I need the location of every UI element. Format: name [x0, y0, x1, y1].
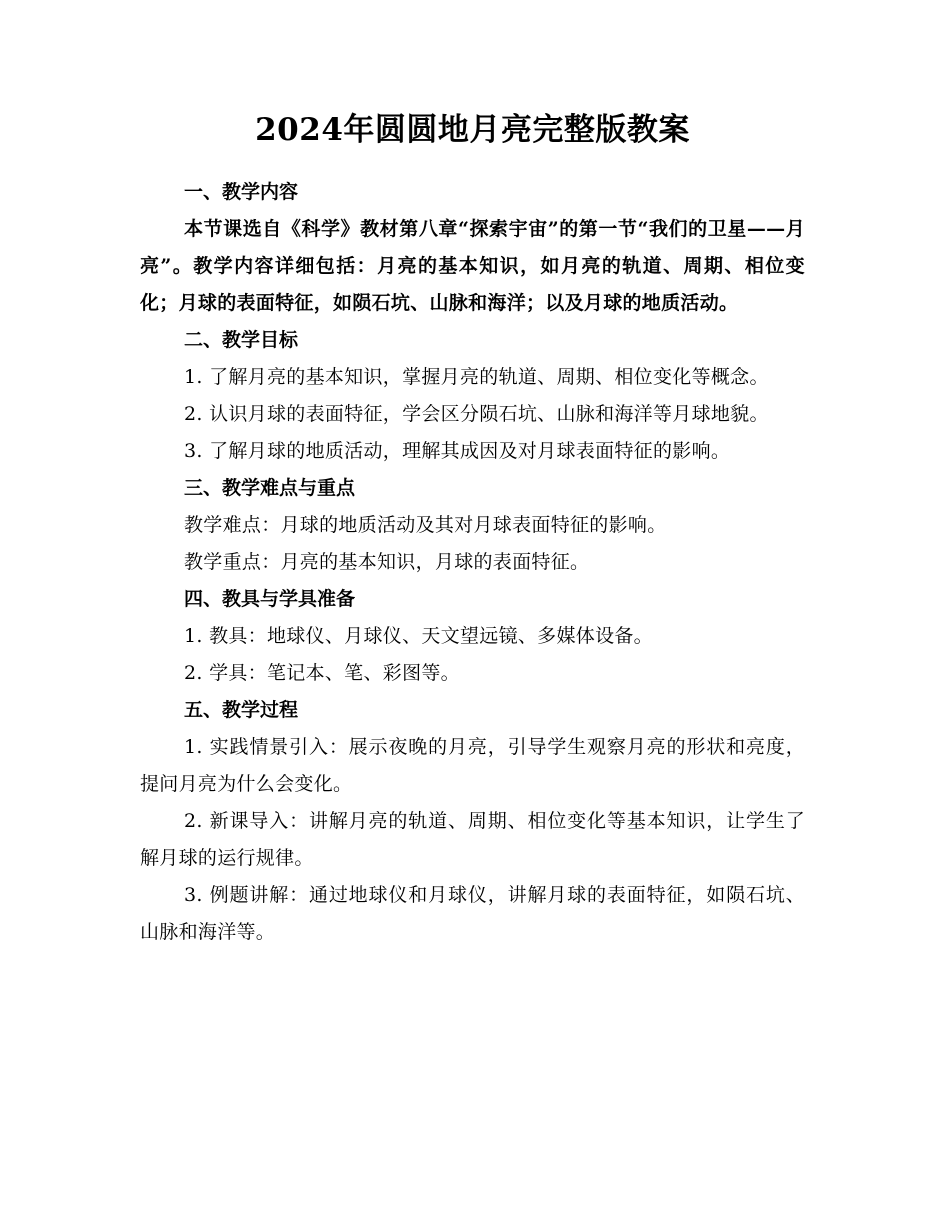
paragraph: 3. 了解月球的地质活动，理解其成因及对月球表面特征的影响。	[184, 440, 731, 462]
paragraph: 1. 实践情景引入：展示夜晚的月亮，引导学生观察月亮的形状和亮度，提问月亮为什么会变化。	[140, 736, 805, 795]
section-heading: 一、教学内容	[184, 181, 299, 203]
section-heading: 四、教具与学具准备	[184, 588, 356, 610]
paragraph: 2. 学具：笔记本、笔、彩图等。	[184, 662, 460, 684]
document-title: 2024年圆圆地月亮完整版教案	[255, 112, 690, 148]
paragraph: 2. 新课导入：讲解月亮的轨道、周期、相位变化等基本知识，让学生了解月球的运行规律。	[140, 810, 805, 869]
paragraph: 1. 教具：地球仪、月球仪、天文望远镜、多媒体设备。	[184, 625, 653, 647]
section-teaching-process	[140, 692, 805, 951]
section-teaching-content	[140, 174, 805, 322]
section-teaching-aids	[140, 581, 805, 692]
paragraph: 教学难点：月球的地质活动及其对月球表面特征的影响。	[184, 514, 667, 536]
section-heading: 二、教学目标	[184, 329, 299, 351]
paragraph: 3. 例题讲解：通过地球仪和月球仪，讲解月球的表面特征，如陨石坑、山脉和海洋等。	[140, 884, 805, 943]
section-heading: 五、教学过程	[184, 699, 299, 721]
section-difficulties-and-focus	[140, 470, 805, 581]
paragraph: 本节课选自《科学》教材第八章“探索宇宙”的第一节“我们的卫星——月亮”。教学内容详细包括：月亮的基本知识，如月亮的轨道、周期、相位变化；月球的表面特征，如陨石坑、山脉和海洋；以及月球的地质活动。	[140, 218, 805, 314]
paragraph: 1. 了解月亮的基本知识，掌握月亮的轨道、周期、相位变化等概念。	[184, 366, 769, 388]
section-heading: 三、教学难点与重点	[184, 477, 356, 499]
section-teaching-goals	[140, 322, 805, 470]
paragraph: 教学重点：月亮的基本知识，月球的表面特征。	[184, 551, 590, 573]
paragraph: 2. 认识月球的表面特征，学会区分陨石坑、山脉和海洋等月球地貌。	[184, 403, 769, 425]
